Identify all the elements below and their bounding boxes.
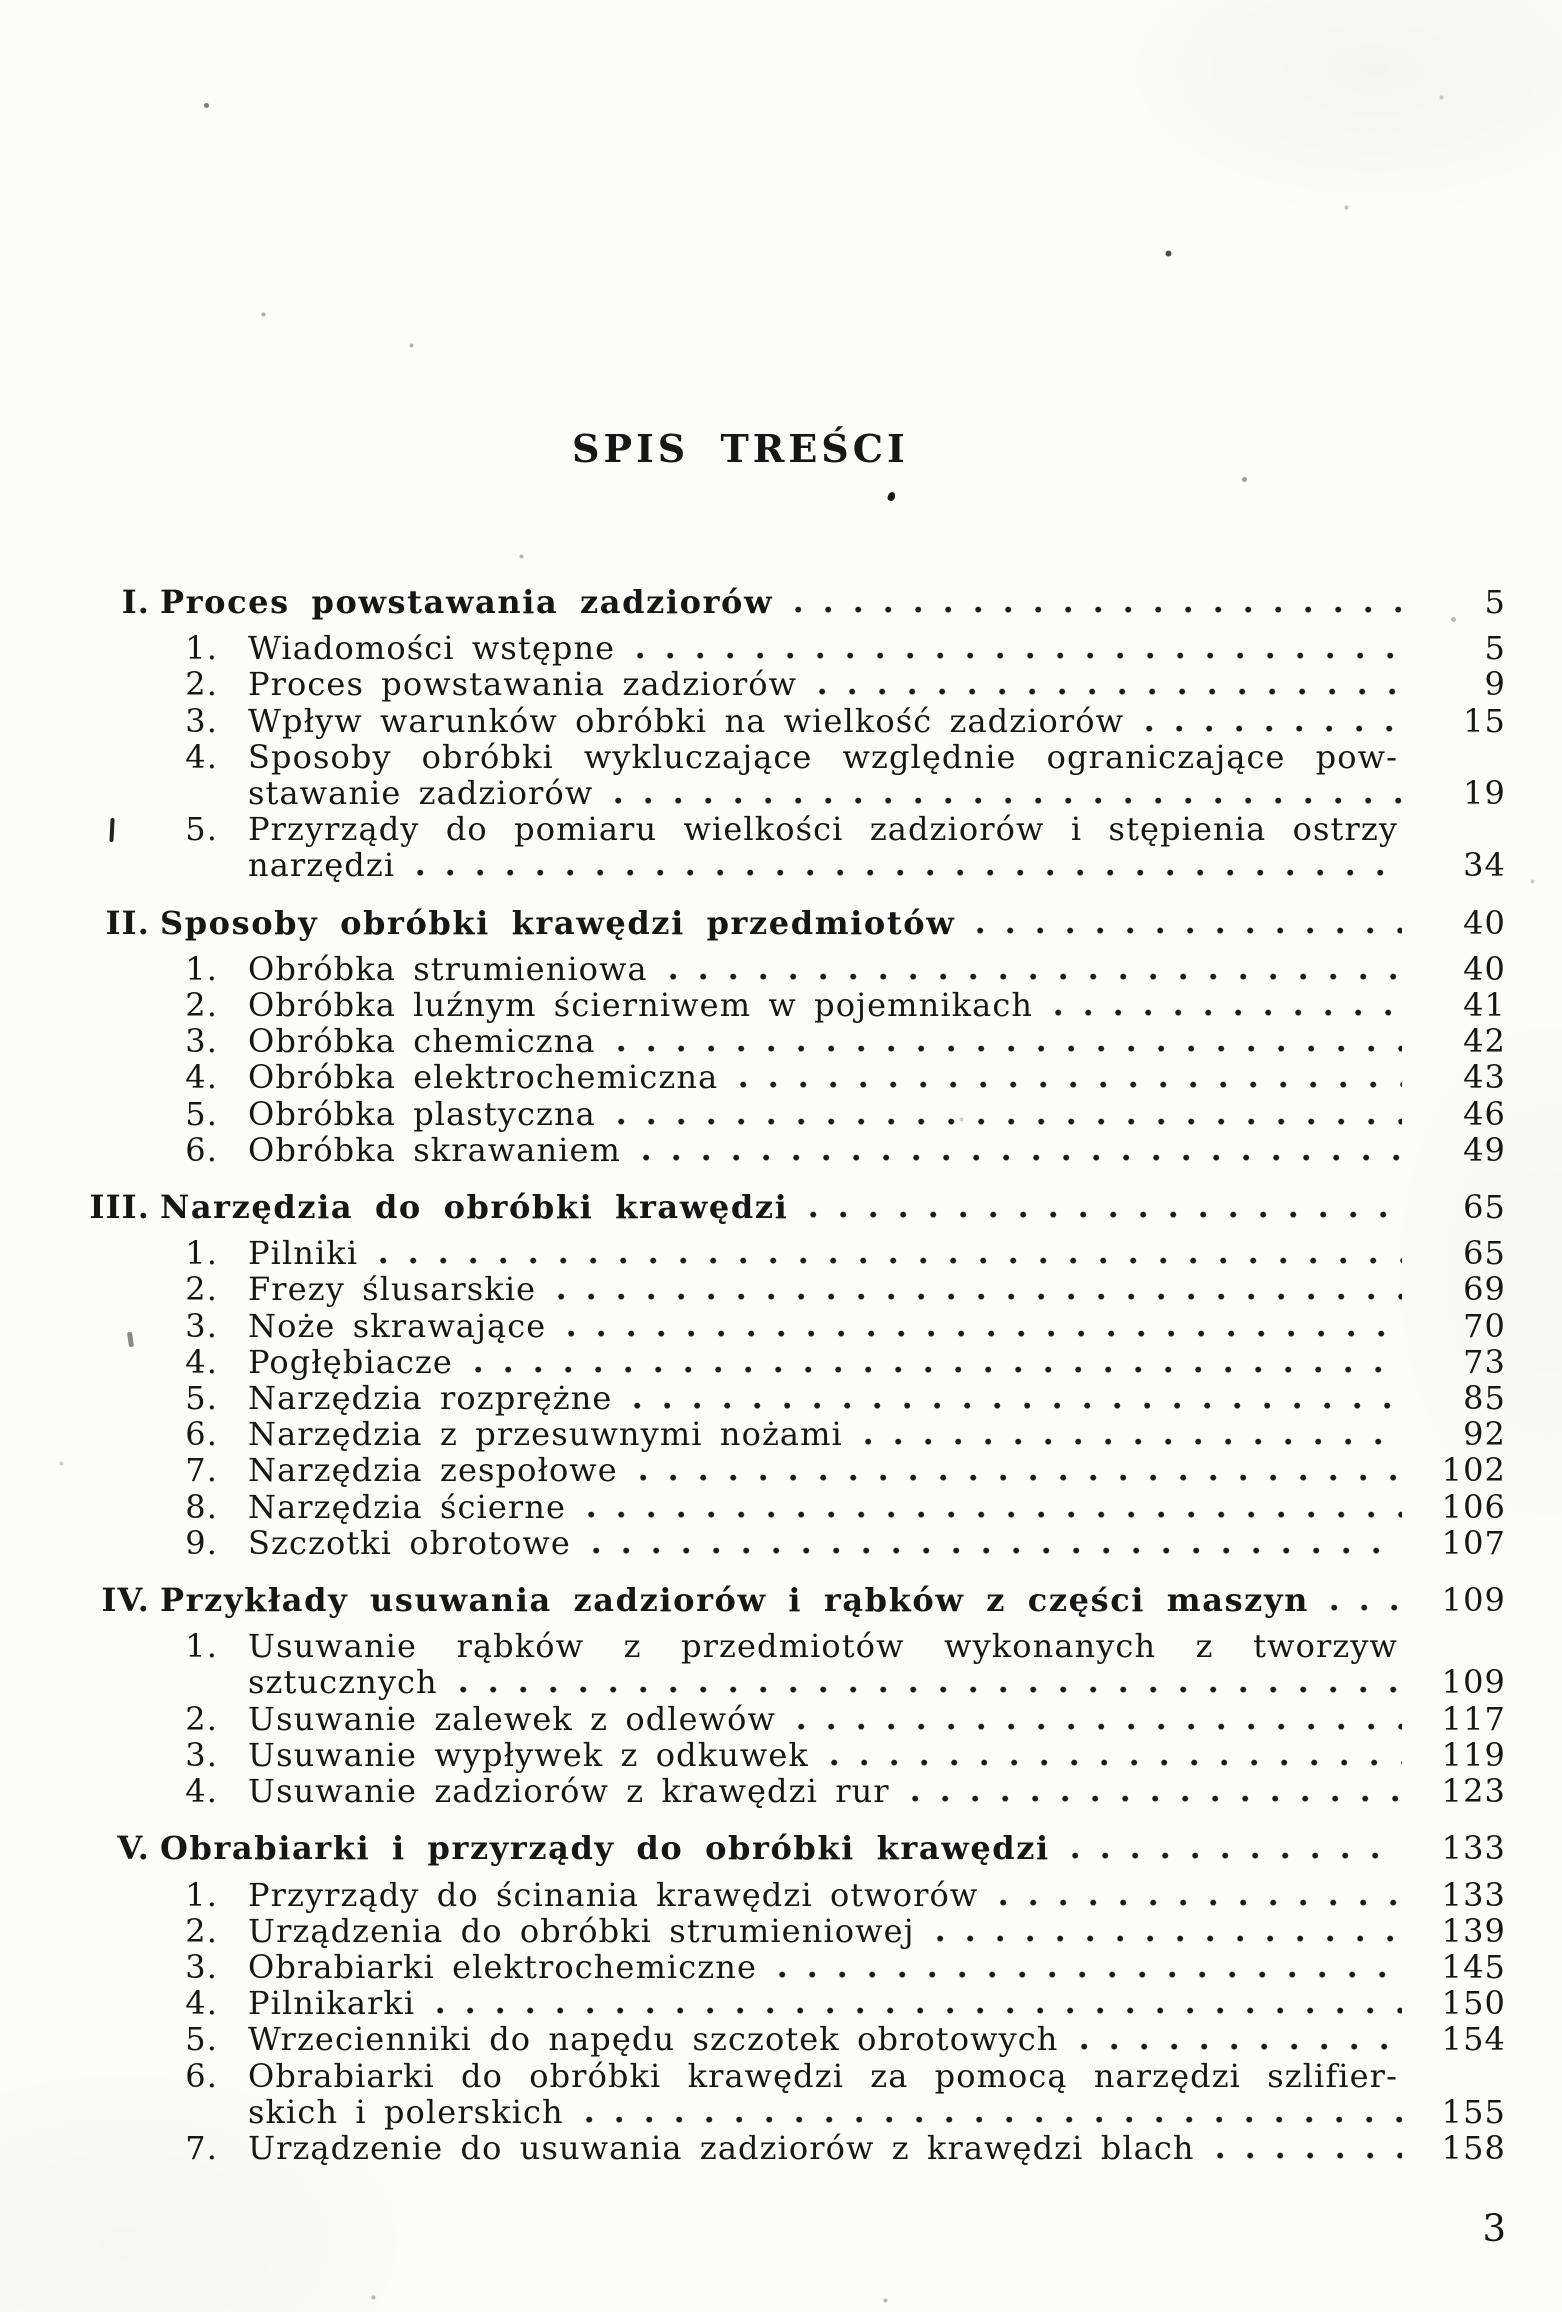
entry-number: 6. [185, 2056, 218, 2095]
scan-noise-specks [0, 0, 3, 3]
entry-title: Urządzenia do obróbki strumieniowej [248, 1911, 915, 1950]
entry-title: Wrzecienniki do napędu szczotek obrotowych [248, 2020, 1059, 2059]
page-number: 3 [1482, 2207, 1506, 2250]
toc-entry [0, 1877, 1506, 1913]
entry-page-number: 92 [1463, 1415, 1506, 1454]
entry-title-line1: Obrabiarki do obróbki krawędzi za pomocą narzędzi szlifier- [248, 2056, 1398, 2095]
toc-section-heading [0, 1582, 1506, 1618]
entry-number: 2. [185, 1911, 218, 1950]
entry-number: 5. [185, 1094, 218, 1133]
entry-page-number: 154 [1441, 2020, 1506, 2059]
toc-entry [0, 1737, 1506, 1773]
entry-title-line1: Przyrządy do pomiaru wielkości zadziorów i stępienia ostrzy [248, 810, 1398, 849]
entry-page-number: 145 [1441, 1947, 1506, 1986]
entry-title: Narzędzia z przesuwnymi nożami [248, 1415, 843, 1454]
dot-leader [912, 1795, 1402, 1802]
entry-number: 5. [185, 1379, 218, 1418]
toc-entry [0, 1452, 1506, 1488]
entry-title: Obrabiarki elektrochemiczne [248, 1947, 757, 1986]
entry-title: Narzędzia zespołowe [248, 1451, 618, 1490]
entry-number: 1. [185, 1627, 218, 1666]
dot-leader [637, 652, 1402, 659]
entry-title-line2: skich i polerskich [248, 2092, 564, 2131]
entry-title: Usuwanie wypływek z odkuwek [248, 1735, 809, 1774]
toc-section-heading [0, 1830, 1506, 1866]
toc-entry-continuation [0, 1664, 1506, 1700]
toc-entry [0, 2021, 1506, 2057]
toc-entry [0, 951, 1506, 987]
section-page-number: 109 [1441, 1581, 1506, 1620]
dot-leader [1055, 1009, 1402, 1016]
dot-leader [618, 1118, 1402, 1125]
entry-title: Narzędzia ścierne [248, 1487, 567, 1526]
entry-page-number: 106 [1441, 1487, 1506, 1526]
toc-entry-continuation [0, 847, 1506, 883]
section-page-number: 5 [1484, 583, 1506, 621]
toc-entry-continuation [0, 775, 1506, 811]
entry-page-number: 85 [1463, 1379, 1506, 1418]
section-title: Proces powstawania zadziorów [160, 583, 774, 621]
dot-leader [380, 1257, 1402, 1264]
entry-number: 1. [185, 1875, 218, 1914]
entry-number: 2. [185, 986, 218, 1025]
entry-title: Noże skrawające [248, 1306, 547, 1345]
section-title: Obrabiarki i przyrządy do obróbki krawędzi [160, 1829, 1050, 1868]
entry-title: Urządzenie do usuwania zadziorów z krawędzi blach [248, 2128, 1195, 2167]
entry-page-number: 15 [1463, 701, 1506, 740]
entry-page-number: 133 [1441, 1875, 1506, 1914]
entry-page-number: 34 [1463, 846, 1506, 885]
dot-leader [1072, 1852, 1402, 1859]
entry-page-number: 73 [1463, 1342, 1506, 1381]
entry-number: 4. [185, 1772, 218, 1811]
toc-entry [0, 1949, 1506, 1985]
toc-entry-continuation [0, 2094, 1506, 2130]
entry-number: 7. [185, 1451, 218, 1490]
entry-page-number: 109 [1441, 1663, 1506, 1702]
entry-page-number: 43 [1463, 1058, 1506, 1097]
dot-leader [779, 1971, 1402, 1978]
entry-page-number: 40 [1463, 949, 1506, 988]
entry-page-number: 65 [1463, 1234, 1506, 1273]
toc-entry [0, 2130, 1506, 2166]
toc-entry [0, 1701, 1506, 1737]
entry-number: 1. [185, 1234, 218, 1273]
dot-leader [831, 1759, 1402, 1766]
entry-number: 3. [185, 1306, 218, 1345]
entry-page-number: 42 [1463, 1022, 1506, 1061]
dot-leader [977, 927, 1402, 934]
ink-dot [887, 491, 896, 502]
entry-page-number: 123 [1441, 1772, 1506, 1811]
entry-number: 2. [185, 1270, 218, 1309]
section-page-number: 40 [1463, 903, 1506, 942]
dot-leader [819, 688, 1402, 695]
entry-number: 5. [185, 2020, 218, 2059]
dot-leader [1000, 1899, 1402, 1906]
dot-leader [558, 1293, 1402, 1300]
entry-page-number: 19 [1463, 774, 1506, 813]
entry-page-number: 46 [1463, 1094, 1506, 1133]
entry-title-line1: Sposoby obróbki wykluczające względnie ograniczające pow- [248, 737, 1398, 776]
entry-page-number: 150 [1441, 1984, 1506, 2023]
entry-number: 1. [185, 949, 218, 988]
entry-number: 8. [185, 1487, 218, 1526]
toc-entry [0, 1059, 1506, 1095]
entry-page-number: 9 [1484, 665, 1506, 704]
entry-number: 4. [185, 1984, 218, 2023]
section-numeral: I. [121, 583, 150, 621]
entry-page-number: 107 [1441, 1523, 1506, 1562]
page-title: SPIS TREŚCI [572, 426, 909, 471]
entry-number: 3. [185, 1735, 218, 1774]
dot-leader [810, 1211, 1402, 1218]
dot-leader [865, 1438, 1402, 1445]
toc-entry [0, 1023, 1506, 1059]
entry-number: 4. [185, 737, 218, 776]
table-of-contents [0, 563, 1506, 2166]
entry-title: Usuwanie zalewek z odlewów [248, 1699, 777, 1738]
entry-number: 2. [185, 1699, 218, 1738]
entry-page-number: 102 [1441, 1451, 1506, 1490]
toc-entry [0, 1416, 1506, 1452]
entry-title-line2: sztucznych [248, 1663, 438, 1702]
entry-title: Frezy ślusarskie [248, 1270, 537, 1309]
toc-entry [0, 666, 1506, 702]
entry-number: 4. [185, 1058, 218, 1097]
entry-title: Wpływ warunków obróbki na wielkość zadziorów [248, 701, 1125, 740]
entry-page-number: 155 [1441, 2092, 1506, 2131]
entry-page-number: 139 [1441, 1911, 1506, 1950]
entry-title: Obróbka luźnym ścierniwem w pojemnikach [248, 986, 1034, 1025]
entry-page-number: 158 [1441, 2128, 1506, 2167]
toc-entry [0, 1380, 1506, 1416]
dot-leader [640, 1474, 1402, 1481]
entry-title: Wiadomości wstępne [248, 629, 616, 668]
dot-leader [1146, 725, 1402, 732]
entry-title-line2: narzędzi [248, 846, 396, 885]
entry-title: Narzędzia rozprężne [248, 1379, 613, 1418]
section-page-number: 65 [1463, 1188, 1506, 1227]
entry-page-number: 49 [1463, 1130, 1506, 1169]
dot-leader [937, 1935, 1402, 1942]
entry-page-number: 117 [1441, 1699, 1506, 1738]
toc-entry [0, 1773, 1506, 1809]
entry-title-line2: stawanie zadziorów [248, 774, 594, 813]
entry-number: 7. [185, 2128, 218, 2167]
entry-title: Obróbka skrawaniem [248, 1130, 621, 1169]
entry-title: Proces powstawania zadziorów [248, 665, 798, 704]
dot-leader [586, 2116, 1402, 2123]
toc-entry [0, 1525, 1506, 1561]
toc-section-heading [0, 584, 1506, 620]
dot-leader [588, 1511, 1402, 1518]
entry-number: 3. [185, 1022, 218, 1061]
entry-page-number: 119 [1441, 1735, 1506, 1774]
toc-entry [0, 630, 1506, 666]
section-numeral: III. [89, 1188, 150, 1227]
dot-leader [740, 1081, 1402, 1088]
section-numeral: V. [117, 1829, 150, 1868]
toc-entry [0, 1628, 1506, 1664]
entry-title: Pilniki [248, 1234, 359, 1273]
toc-section-heading [0, 905, 1506, 941]
toc-section-heading [0, 1189, 1506, 1225]
dot-leader [1331, 1604, 1402, 1611]
entry-title: Obróbka plastyczna [248, 1094, 596, 1133]
entry-title: Usuwanie zadziorów z krawędzi rur [248, 1772, 890, 1811]
dot-leader [1081, 2043, 1402, 2050]
entry-title: Szczotki obrotowe [248, 1523, 571, 1562]
dot-leader [670, 973, 1402, 980]
section-title: Sposoby obróbki krawędzi przedmiotów [160, 903, 956, 942]
section-page-number: 133 [1441, 1829, 1506, 1868]
entry-title: Obróbka chemiczna [248, 1022, 596, 1061]
entry-page-number: 69 [1463, 1270, 1506, 1309]
entry-number: 6. [185, 1130, 218, 1169]
entry-number: 3. [185, 1947, 218, 1986]
entry-title: Pogłębiacze [248, 1342, 453, 1381]
entry-number: 5. [185, 810, 218, 849]
dot-leader [475, 1366, 1402, 1373]
dot-leader [1217, 2152, 1402, 2159]
entry-title: Przyrządy do ścinania krawędzi otworów [248, 1875, 979, 1914]
dot-leader [437, 2007, 1402, 2014]
toc-entry [0, 1235, 1506, 1271]
entry-title: Obróbka strumieniowa [248, 949, 648, 988]
dot-leader [615, 797, 1402, 804]
section-numeral: IV. [101, 1581, 150, 1620]
entry-page-number: 70 [1463, 1306, 1506, 1345]
toc-entry [0, 1489, 1506, 1525]
toc-entry [0, 1913, 1506, 1949]
dot-leader [568, 1330, 1402, 1337]
entry-title: Obróbka elektrochemiczna [248, 1058, 719, 1097]
dot-leader [460, 1686, 1402, 1693]
entry-number: 2. [185, 665, 218, 704]
dot-leader [593, 1547, 1402, 1554]
toc-entry [0, 739, 1506, 775]
dot-leader [618, 1045, 1402, 1052]
entry-number: 3. [185, 701, 218, 740]
toc-entry [0, 1132, 1506, 1168]
section-title: Narzędzia do obróbki krawędzi [160, 1188, 789, 1227]
toc-entry [0, 2058, 1506, 2094]
entry-number: 9. [185, 1523, 218, 1562]
section-numeral: II. [105, 903, 150, 942]
entry-page-number: 41 [1463, 986, 1506, 1025]
toc-entry [0, 1271, 1506, 1307]
entry-title-line1: Usuwanie rąbków z przedmiotów wykonanych z tworzyw [248, 1627, 1398, 1666]
dot-leader [643, 1154, 1402, 1161]
dot-leader [798, 1723, 1402, 1730]
toc-entry [0, 1344, 1506, 1380]
toc-entry [0, 703, 1506, 739]
entry-title: Pilnikarki [248, 1984, 416, 2023]
entry-number: 1. [185, 629, 218, 668]
entry-number: 6. [185, 1415, 218, 1454]
dot-leader [634, 1402, 1402, 1409]
toc-entry [0, 987, 1506, 1023]
toc-entry [0, 811, 1506, 847]
dot-leader [795, 606, 1402, 613]
toc-entry [0, 1096, 1506, 1132]
toc-entry [0, 1308, 1506, 1344]
entry-page-number: 5 [1484, 629, 1506, 668]
section-title: Przykłady usuwania zadziorów i rąbków z części maszyn [160, 1581, 1310, 1620]
entry-number: 4. [185, 1342, 218, 1381]
toc-entry [0, 1985, 1506, 2021]
dot-leader [417, 869, 1402, 876]
